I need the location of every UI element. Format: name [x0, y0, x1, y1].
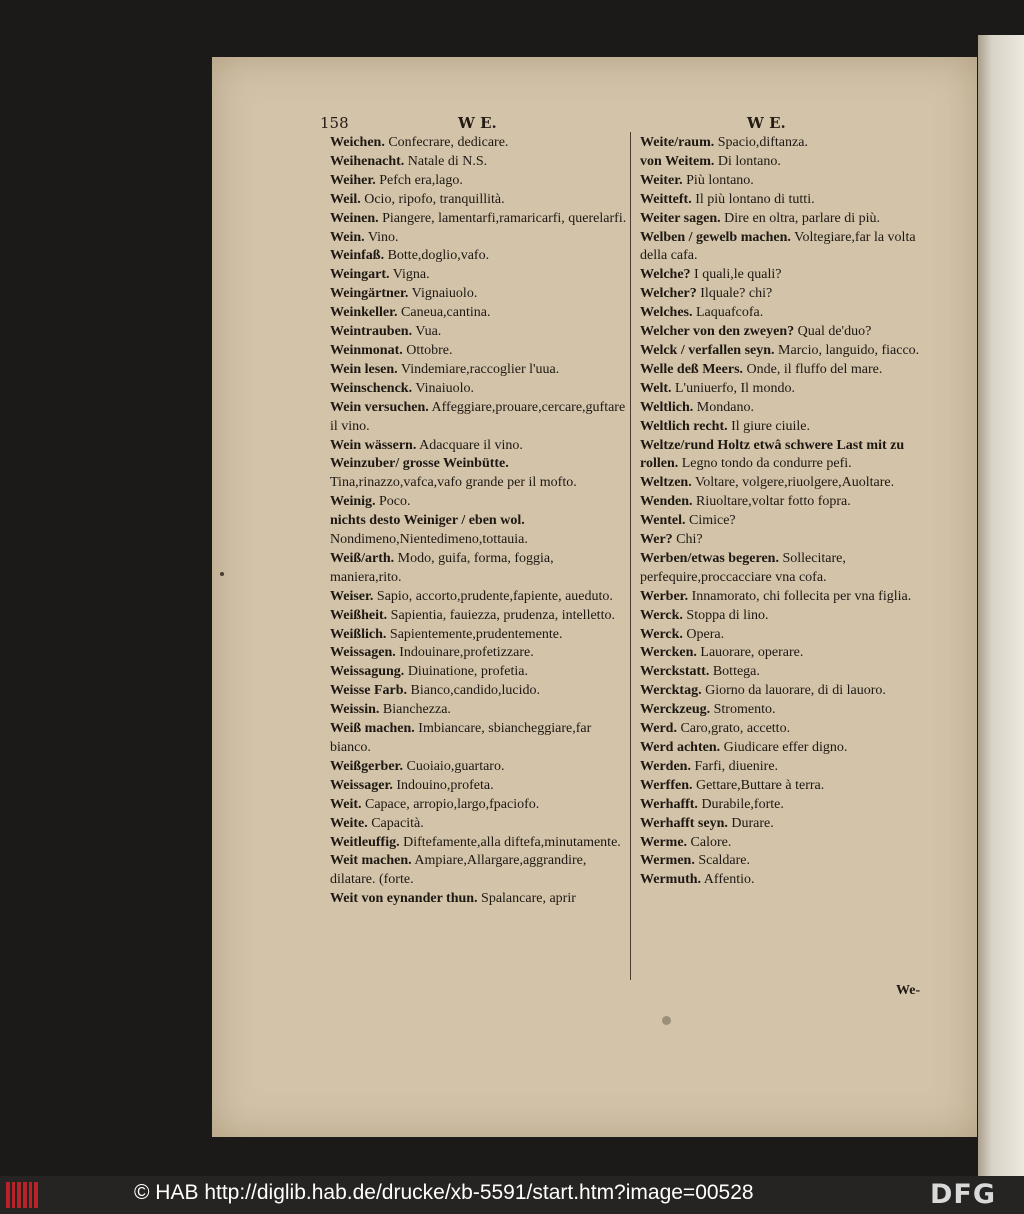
dictionary-entry: [330, 266, 628, 285]
definition: Capacità.: [371, 815, 424, 831]
definition: Qual de'duo?: [797, 324, 872, 340]
definition: Affeggiare,prouare,cercare,guftare il vino.: [330, 399, 626, 434]
definition: Chi?: [676, 532, 703, 548]
dictionary-entry: [640, 512, 938, 531]
definition: Tina,rinazzo,vafca,vafo grande per il mofto.: [330, 475, 577, 491]
definition: Vindemiare,raccoglier l'uua.: [400, 361, 560, 377]
dictionary-entry: [330, 512, 628, 550]
definition: Dire en oltra, parlare di più.: [724, 210, 881, 226]
dfg-logo: DFG: [930, 1179, 997, 1210]
definition: Ottobre.: [406, 342, 453, 358]
headword: Weltze/rund Holtz etwâ schwere Last mit zu rollen.: [640, 437, 905, 472]
headword: Weinkeller.: [330, 305, 398, 321]
definition: Giorno da lauorare, di di lauoro.: [705, 683, 886, 699]
headword: Weissagen.: [330, 645, 396, 661]
dictionary-entry: [640, 304, 938, 323]
dictionary-entry: [640, 191, 938, 210]
headword: Weissager.: [330, 777, 393, 793]
definition: Il giure ciuile.: [731, 418, 811, 434]
headword: Welche?: [640, 267, 691, 283]
headword: Weit von eynander thun.: [330, 891, 478, 907]
dictionary-entry: [330, 304, 628, 323]
headword: Welt.: [640, 380, 672, 396]
definition: Imbiancare, sbiancheggiare,far bianco.: [330, 721, 592, 755]
headword: Weinschenck.: [330, 380, 413, 396]
dictionary-entry: [330, 437, 628, 456]
dictionary-entry: [330, 455, 628, 493]
dictionary-entry: [330, 399, 628, 437]
definition: L'uniuerfo, Il mondo.: [675, 380, 795, 396]
definition: Diuinatione, profetia.: [407, 664, 528, 680]
headword: Wercken.: [640, 645, 697, 661]
headword: Werckzeug.: [640, 702, 711, 718]
headword: Welcher?: [640, 286, 697, 302]
dictionary-entry: [640, 550, 938, 588]
dictionary-entry: [640, 380, 938, 399]
definition: Laquafcofa.: [696, 305, 764, 321]
column-divider: [630, 132, 631, 980]
hab-logo-icon: [6, 1182, 38, 1208]
headword: Wein versuchen.: [330, 399, 429, 415]
dictionary-entry: [640, 871, 938, 890]
definition: Natale di N.S.: [407, 153, 488, 169]
dictionary-entry: [640, 588, 938, 607]
dictionary-entry: [330, 644, 628, 663]
definition: Ilquale? chi?: [700, 286, 773, 302]
definition: Legno tondo da condurre pefi.: [681, 456, 852, 472]
dictionary-entry: [330, 210, 628, 229]
definition: Spalancare, aprir: [481, 891, 576, 907]
definition: Gettare,Buttare à terra.: [695, 777, 825, 793]
definition: Caneua,cantina.: [401, 305, 491, 321]
definition: Vigna.: [392, 267, 430, 283]
headword: Weiser.: [330, 588, 374, 604]
headword: Weitteft.: [640, 191, 692, 207]
definition: Onde, il fluffo del mare.: [746, 361, 883, 377]
headword: Weinzuber/ grosse Weinbütte.: [330, 456, 509, 472]
headword: Werhafft seyn.: [640, 815, 728, 831]
running-head-right: W E.: [747, 114, 786, 132]
headword: Werck.: [640, 626, 683, 642]
headword: Werme.: [640, 834, 688, 850]
headword: Weissagung.: [330, 664, 405, 680]
headword: Wein lesen.: [330, 361, 398, 377]
headword: Werd.: [640, 721, 677, 737]
definition: Di lontano.: [717, 153, 781, 169]
margin-mark: [220, 572, 224, 576]
definition: Cuoiaio,guartaro.: [406, 758, 505, 774]
headword: nichts desto Weiniger / eben wol.: [330, 513, 525, 529]
definition: Innamorato, chi follecita per vna figlia.: [691, 588, 912, 604]
definition: Adacquare il vino.: [419, 437, 523, 453]
definition: Lauorare, operare.: [700, 645, 804, 661]
headword: Weißheit.: [330, 607, 388, 623]
definition: Piangere, lamentarfi,ramaricarfi, querelarfi.: [382, 210, 627, 226]
definition: Voltegiare,far la volta della cafa.: [640, 229, 916, 264]
dictionary-entry: [640, 739, 938, 758]
definition: Bianchezza.: [382, 702, 451, 718]
dictionary-entry: [640, 361, 938, 380]
dictionary-entry: [330, 588, 628, 607]
definition: Sapientia, fauiezza, prudenza, intelletto.: [390, 607, 615, 623]
definition: Caro,grato, accetto.: [680, 721, 791, 737]
headword: Welben / gewelb machen.: [640, 229, 791, 245]
catchword: We-: [896, 983, 921, 998]
dictionary-entry: [330, 153, 628, 172]
right-column: [640, 134, 938, 890]
dictionary-entry: [640, 663, 938, 682]
definition: Sapio, accorto,prudente,fapiente, aueduto.: [376, 588, 613, 604]
definition: Bottega.: [712, 664, 760, 680]
dictionary-entry: [330, 285, 628, 304]
headword: Werffen.: [640, 777, 693, 793]
paper-blemish: [662, 1016, 671, 1025]
dictionary-entry: [330, 626, 628, 645]
headword: Werben/etwas begeren.: [640, 550, 779, 566]
definition: Riuoltare,voltar fotto fopra.: [696, 494, 851, 510]
dictionary-entry: [640, 323, 938, 342]
headword: Weite/raum.: [640, 135, 715, 150]
definition: Marcio, languido, fiacco.: [778, 342, 920, 358]
definition: Spacio,diftanza.: [717, 135, 808, 150]
definition: Ocio, ripofo, tranquillità.: [364, 191, 505, 207]
dictionary-entry: [640, 285, 938, 304]
definition: Bianco,candido,lucido.: [410, 683, 540, 699]
dictionary-entry: [330, 815, 628, 834]
dictionary-entry: [330, 777, 628, 796]
footer-bar: [0, 1176, 1024, 1214]
definition: Indouinare,profetizzare.: [399, 645, 534, 661]
dictionary-entry: [640, 626, 938, 645]
headword: Weitleuffig.: [330, 834, 400, 850]
headword: Wein.: [330, 229, 365, 245]
headword: Wenden.: [640, 494, 693, 510]
definition: Mondano.: [696, 399, 754, 415]
definition: Nondimeno,Nientedimeno,tottauia.: [330, 532, 528, 548]
headword: Weinig.: [330, 494, 376, 510]
dictionary-entry: [330, 342, 628, 361]
definition: Sapientemente,prudentemente.: [389, 626, 563, 642]
dictionary-entry: [640, 531, 938, 550]
dictionary-entry: [640, 777, 938, 796]
definition: Botte,doglio,vafo.: [387, 248, 490, 264]
dictionary-entry: [330, 758, 628, 777]
headword: Weihenacht.: [330, 153, 405, 169]
headword: Weil.: [330, 191, 361, 207]
headword: Weintrauben.: [330, 324, 413, 340]
dictionary-entry: [640, 682, 938, 701]
dictionary-entry: [640, 815, 938, 834]
headword: Weiher.: [330, 172, 376, 188]
definition: Stoppa di lino.: [686, 607, 769, 623]
headword: Welck / verfallen seyn.: [640, 342, 775, 358]
definition: Durare.: [731, 815, 774, 831]
headword: Welcher von den zweyen?: [640, 324, 795, 340]
headword: Weltlich recht.: [640, 418, 728, 434]
headword: Weiß machen.: [330, 721, 415, 737]
definition: Vinaiuolo.: [415, 380, 474, 396]
dictionary-entry: [330, 229, 628, 248]
headword: Wein wässern.: [330, 437, 417, 453]
dictionary-entry: [640, 134, 938, 153]
headword: Weißgerber.: [330, 758, 403, 774]
definition: Voltare, volgere,riuolgere,Auoltare.: [694, 475, 895, 491]
copyright-url[interactable]: © HAB http://diglib.hab.de/drucke/xb-5591/start.htm?image=00528: [134, 1181, 754, 1204]
headword: Weichen.: [330, 135, 385, 150]
headword: Weingärtner.: [330, 286, 409, 302]
facing-page-edge: [978, 35, 1024, 1176]
definition: Modo, guifa, forma, foggia, maniera,rito.: [330, 550, 554, 585]
running-head-left: W E.: [458, 114, 497, 132]
headword: Werd achten.: [640, 740, 721, 755]
headword: Weiter.: [640, 172, 683, 188]
definition: Poco.: [379, 494, 411, 510]
headword: Wentel.: [640, 513, 686, 529]
dictionary-entry: [330, 720, 628, 758]
dictionary-entry: [330, 323, 628, 342]
dictionary-entry: [330, 701, 628, 720]
headword: Weinen.: [330, 210, 379, 226]
headword: Weiß/arth.: [330, 550, 395, 566]
headword: Weltlich.: [640, 399, 694, 415]
dictionary-entry: [640, 399, 938, 418]
definition: Stromento.: [713, 702, 776, 718]
dictionary-entry: [330, 663, 628, 682]
headword: Werckstatt.: [640, 664, 710, 680]
headword: Werhafft.: [640, 796, 698, 812]
dictionary-entry: [640, 437, 938, 475]
headword: Werck.: [640, 607, 683, 623]
definition: Capace, arropio,largo,fpaciofo.: [365, 796, 540, 812]
headword: Welle deß Meers.: [640, 361, 744, 377]
dictionary-entry: [330, 493, 628, 512]
dictionary-entry: [330, 834, 628, 853]
dictionary-entry: [640, 418, 938, 437]
definition: Vignaiuolo.: [411, 286, 478, 302]
headword: Werden.: [640, 758, 691, 774]
headword: Weltzen.: [640, 475, 692, 491]
headword: Weißlich.: [330, 626, 387, 642]
headword: Weinfaß.: [330, 248, 385, 264]
dictionary-entry: [330, 361, 628, 380]
headword: Wercktag.: [640, 683, 702, 699]
dictionary-entry: [330, 682, 628, 701]
page-number: 158: [320, 114, 349, 132]
dictionary-entry: [640, 607, 938, 626]
headword: Wermuth.: [640, 872, 702, 888]
dictionary-entry: [640, 153, 938, 172]
left-column: [330, 134, 628, 909]
definition: Opera.: [686, 626, 725, 642]
dictionary-entry: [640, 493, 938, 512]
dictionary-entry: [640, 474, 938, 493]
definition: Confecrare, dedicare.: [388, 135, 509, 150]
dictionary-entry: [330, 380, 628, 399]
dictionary-entry: [330, 134, 628, 153]
headword: Weingart.: [330, 267, 390, 283]
dictionary-entry: [640, 834, 938, 853]
dictionary-entry: [330, 890, 628, 909]
headword: Wermen.: [640, 853, 695, 869]
definition: Vua.: [415, 324, 442, 340]
definition: Diftefamente,alla diftefa,minutamente.: [403, 834, 621, 850]
dictionary-entry: [330, 796, 628, 815]
dictionary-entry: [640, 720, 938, 739]
dictionary-entry: [640, 342, 938, 361]
dictionary-entry: [640, 266, 938, 285]
dictionary-entry: [330, 550, 628, 588]
definition: Pefch era,lago.: [379, 172, 463, 188]
definition: Cimice?: [689, 513, 736, 529]
headword: Weit machen.: [330, 853, 412, 869]
dictionary-entry: [330, 191, 628, 210]
dictionary-entry: [330, 607, 628, 626]
dictionary-entry: [640, 701, 938, 720]
headword: Weinmonat.: [330, 342, 403, 358]
headword: Welches.: [640, 305, 693, 321]
definition: Calore.: [690, 834, 732, 850]
definition: Durabile,forte.: [701, 796, 784, 812]
headword: Weite.: [330, 815, 368, 831]
definition: Affentio.: [703, 872, 755, 888]
definition: Il più lontano di tutti.: [695, 191, 815, 207]
headword: Wer?: [640, 532, 673, 548]
definition: Ampiare,Allargare,aggrandire, dilatare. (forte.: [330, 853, 587, 888]
headword: Werber.: [640, 588, 689, 604]
dictionary-entry: [640, 852, 938, 871]
definition: Farfi, diuenire.: [694, 758, 779, 774]
definition: Scaldare.: [698, 853, 751, 869]
dictionary-entry: [640, 758, 938, 777]
definition: I quali,le quali?: [694, 267, 782, 283]
dictionary-entry: [640, 229, 938, 267]
dictionary-entry: [640, 172, 938, 191]
dictionary-entry: [330, 852, 628, 890]
dictionary-entry: [640, 210, 938, 229]
dictionary-entry: [640, 644, 938, 663]
headword: Weisse Farb.: [330, 683, 407, 699]
definition: Giudicare effer digno.: [723, 740, 848, 755]
definition: Vino.: [367, 229, 399, 245]
headword: Weiter sagen.: [640, 210, 721, 226]
dictionary-entry: [640, 796, 938, 815]
dictionary-entry: [330, 172, 628, 191]
definition: Indouino,profeta.: [396, 777, 494, 793]
headword: Weissin.: [330, 702, 380, 718]
definition: Più lontano.: [686, 172, 754, 188]
headword: von Weitem.: [640, 153, 715, 169]
headword: Weit.: [330, 796, 362, 812]
definition: Sollecitare, perfequire,proccacciare vna cofa.: [640, 550, 846, 585]
dictionary-entry: [330, 247, 628, 266]
